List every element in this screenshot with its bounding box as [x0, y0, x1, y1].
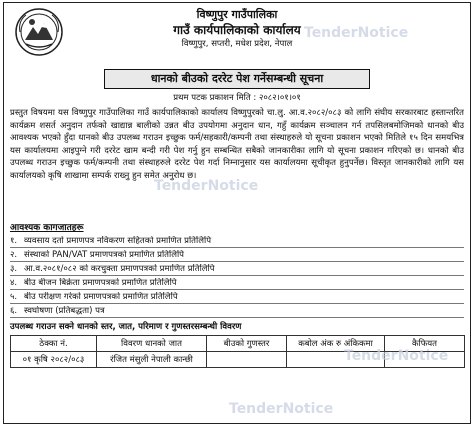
org-address: विष्णुपुर, सप्तरी, मधेश प्रदेश, नेपाल [181, 39, 293, 49]
cell-contract-no: ०१ कृषि २०८२/०८३ [11, 352, 97, 368]
required-docs-list [10, 236, 464, 318]
doc-item: १. व्यवसाय दर्ता प्रमाणपत्र नविकरण सहितको प्रमाणित प्रतिलिपि [10, 236, 464, 248]
required-docs-title: आवश्यक कागजातहरू [10, 223, 84, 233]
cell-variety: रंजित मंसुली नेपाली कान्छी [97, 352, 207, 368]
org-name-line2: गाउँ कार्यपालिकाको कार्यालय [173, 23, 301, 37]
watermark-header: TenderNotice [304, 25, 409, 41]
cell-quality [207, 352, 287, 368]
specification-title: उपलब्ध गराउन सक्ने धानको स्तर, जात, परिमाण र गुणस्तरसम्बन्धी विवरण [10, 322, 242, 332]
col-header-quality: बीउको गुणस्तर [207, 336, 287, 352]
watermark-lower-right: TenderNotice [344, 348, 449, 364]
doc-item: ५. बीउ परीक्षण गरेको प्रमाणपत्रको प्रमाणित प्रतिलिपि [10, 292, 464, 304]
col-header-remarks: कैफियत [385, 336, 465, 352]
col-header-variety: विवरण धानको जात [97, 336, 207, 352]
doc-item: ४. बीउ बीजन बिक्रेता प्रमाणपत्रको प्रमाणित प्रतिलिपि [10, 278, 464, 290]
notice-header [4, 3, 470, 65]
col-header-bid-amount: कबोल अंक रु अंकिकमा [287, 336, 385, 352]
doc-item: २. संस्थाको PAN/VAT प्रमाणपत्रको प्रमाणित प्रतिलिपि [10, 250, 464, 262]
doc-item: ३. आ.व.२०८१/०८२ को करचुक्ता प्रमाणपत्रको प्रमाणित प्रतिलिपि [10, 264, 464, 276]
col-header-contract-no: ठेक्का नं. [11, 336, 97, 352]
notice-title: धानको बीउको दररेट पेश गर्नेसम्बन्धी सूचना [104, 69, 370, 89]
org-name-line1: विष्णुपुर गाउँपालिका [196, 8, 278, 21]
watermark-middle: TenderNotice [154, 178, 259, 194]
watermark-bottom: TenderNotice [229, 401, 334, 417]
doc-item: ६. स्वघोषणा (प्रतिबद्धता) पत्र [10, 306, 464, 318]
publication-date: प्रथम पटक प्रकाशन मिति : २०८२।०१।०१ [173, 93, 301, 103]
notice-page [3, 2, 471, 424]
notice-body: प्रस्तुत विषयमा यस विष्णुपुर गाउँपालिका गाउँ कार्यपालिकाको कार्यालय विष्णुपुरको चा.लु. आ.व.२०८२/०८३ को लागि संघीय सरकारबाट हस्तान्तरित कार्यक्रम शसर्त अनुदान तर्फको खाद्यान्न बालीको उन्नत बीउ उपयोगमा अनुदान धान, गहुँ कार्यक्रम सञ्चालन गर्न तपसिलबमोजिमको धानको बीउ आवश्यक भएको हुँदा धानको बीउ उपलब्ध गराउन इच्छुक फर्म/सहकारी/कम्पनी तथा संस्थाहरुले यो सूचना प्रकाशन भएको मितिले १५ दिन समयभित्र यस कार्यालयमा आइपुग्ने गरी दररेट खाम बन्दी गरी पेश गर्नु हुन सम्बन्धित सबैको जानकारीका लागि यो सूचना प्रकाशन गरिएको छ। धानको बीउ उपलब्ध गराउन इच्छुक फर्म/कम्पनी तथा संस्थाहरुले दररेट पेश गर्दा निम्नानुसार यस कार्यालयमा सूचीकृत हुनुपर्नेछ। विस्तृत जानकारीको लागि यस कार्यालयको कृषि शाखामा सम्पर्क राख्नु हुन समेत अनुरोध छ। [10, 108, 464, 181]
